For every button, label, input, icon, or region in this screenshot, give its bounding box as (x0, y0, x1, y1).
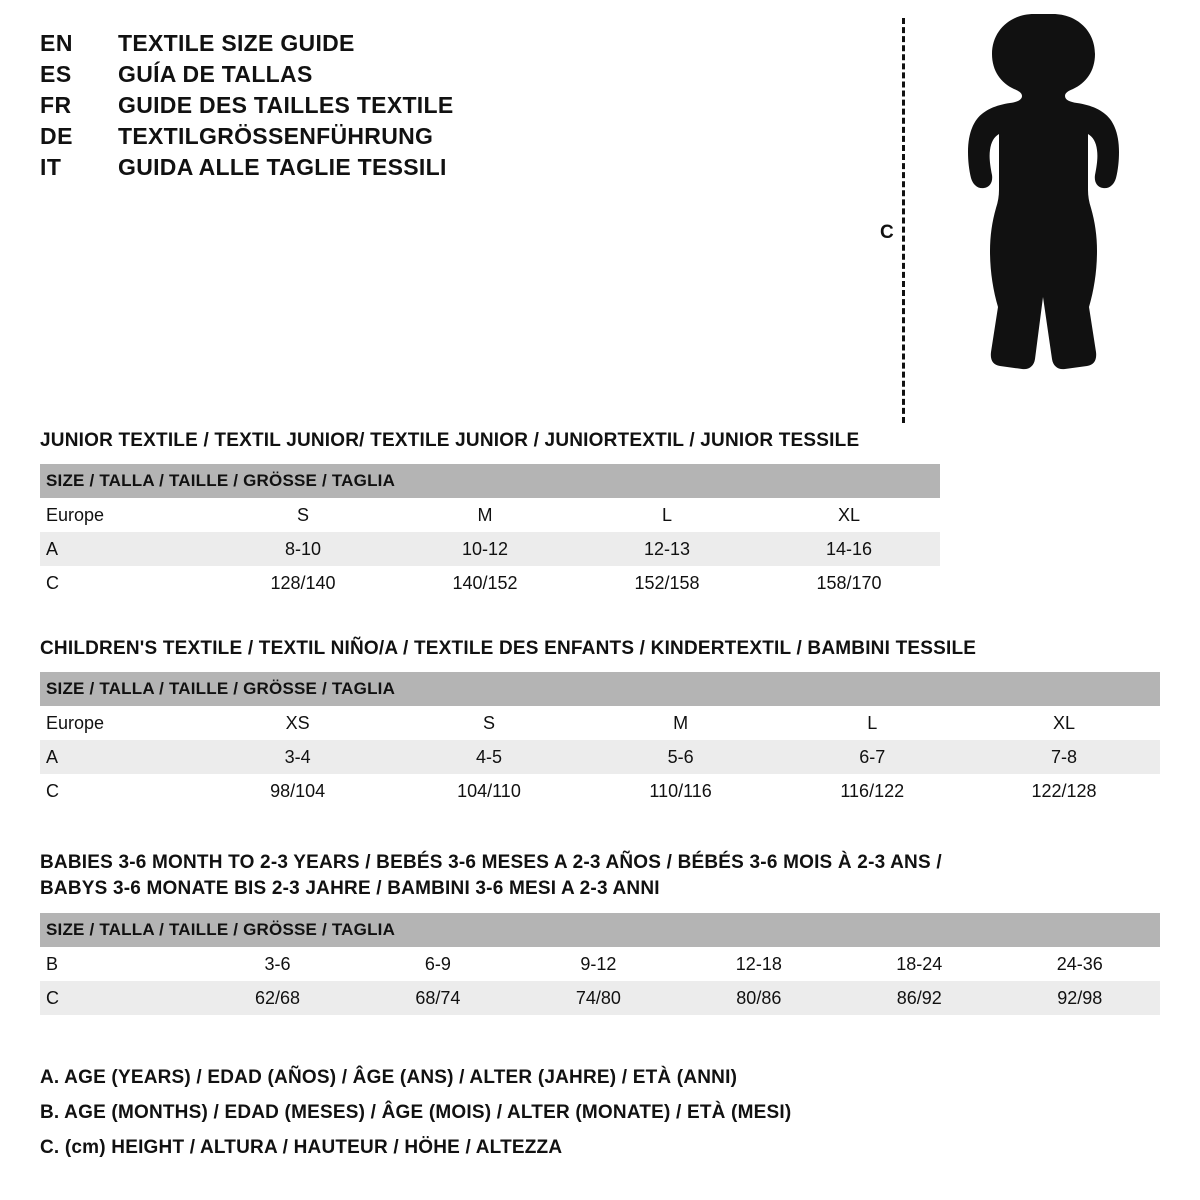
table-cell: 5-6 (585, 740, 777, 774)
section-title: BABIES 3-6 MONTH TO 2-3 YEARS / BEBÉS 3-6 MESES A 2-3 AÑOS / BÉBÉS 3-6 MOIS À 2-3 ANS / BABYS 3-6 MONATE BIS 2-3 JAHRE / BAMBINI 3-6 MESI A 2-3 ANNI (40, 852, 942, 899)
table-cell: L (776, 706, 968, 740)
language-row (40, 154, 600, 181)
table-cell: 3-4 (202, 740, 393, 774)
height-dashed-line (902, 18, 905, 423)
table-cell: 104/110 (393, 774, 585, 808)
table-cell: 98/104 (202, 774, 393, 808)
row-label: Europe (40, 706, 202, 740)
language-title: GUIDA ALLE TAGLIE TESSILI (118, 154, 447, 180)
table-cell: 3-6 (197, 947, 357, 981)
section-babies-textile (40, 850, 1160, 1015)
language-row (40, 61, 600, 88)
table-cell: 80/86 (679, 981, 839, 1015)
language-row (40, 30, 600, 57)
footnote-b: B. AGE (MONTHS) / EDAD (MESES) / ÂGE (MOIS) / ALTER (MONATE) / ETÀ (MESI) (40, 1102, 792, 1123)
table-cell: 140/152 (394, 566, 576, 600)
table-header-band (40, 464, 940, 498)
section-children-textile (40, 638, 1160, 808)
size-band-label: SIZE / TALLA / TAILLE / GRÖSSE / TAGLIA (40, 672, 1160, 706)
size-table-babies (40, 913, 1160, 1015)
language-code: ES (40, 61, 72, 87)
table-row (40, 532, 940, 566)
table-cell: XS (202, 706, 393, 740)
section-title: CHILDREN'S TEXTILE / TEXTIL NIÑO/A / TEXTILE DES ENFANTS / KINDERTEXTIL / BAMBINI TESSILE (40, 638, 977, 659)
table-row (40, 498, 940, 532)
size-band-label: SIZE / TALLA / TAILLE / GRÖSSE / TAGLIA (40, 464, 940, 498)
table-cell: 9-12 (518, 947, 678, 981)
row-label: C (40, 774, 202, 808)
table-cell: 4-5 (393, 740, 585, 774)
height-measure-label: C (880, 222, 894, 243)
table-row (40, 566, 940, 600)
table-cell: L (576, 498, 758, 532)
table-cell: M (585, 706, 777, 740)
table-row (40, 740, 1160, 774)
table-cell: 128/140 (212, 566, 394, 600)
language-code: EN (40, 30, 73, 56)
child-silhouette-icon (930, 10, 1130, 425)
row-label: B (40, 947, 197, 981)
table-cell: 18-24 (839, 947, 999, 981)
size-band-label: SIZE / TALLA / TAILLE / GRÖSSE / TAGLIA (40, 913, 1160, 947)
table-cell: XL (758, 498, 940, 532)
table-row (40, 947, 1160, 981)
row-label: C (40, 566, 212, 600)
language-title: TEXTILE SIZE GUIDE (118, 30, 355, 56)
table-cell: S (393, 706, 585, 740)
table-row (40, 981, 1160, 1015)
table-cell: 24-36 (1000, 947, 1161, 981)
language-title: GUÍA DE TALLAS (118, 61, 313, 87)
size-table-junior (40, 464, 940, 600)
row-label: Europe (40, 498, 212, 532)
table-header-band (40, 913, 1160, 947)
legend-footnotes (40, 1067, 1140, 1172)
language-title-block (40, 30, 600, 185)
row-label: C (40, 981, 197, 1015)
language-row (40, 123, 600, 150)
section-junior-textile (40, 430, 1160, 600)
table-cell: 74/80 (518, 981, 678, 1015)
row-label: A (40, 740, 202, 774)
table-cell: 152/158 (576, 566, 758, 600)
table-cell: 14-16 (758, 532, 940, 566)
table-cell: 92/98 (1000, 981, 1161, 1015)
footnote-c: C. (cm) HEIGHT / ALTURA / HAUTEUR / HÖHE / ALTEZZA (40, 1137, 563, 1158)
table-row (40, 774, 1160, 808)
language-code: DE (40, 123, 73, 149)
table-cell: 158/170 (758, 566, 940, 600)
table-cell: M (394, 498, 576, 532)
language-code: IT (40, 154, 62, 180)
table-cell: S (212, 498, 394, 532)
table-cell: 68/74 (358, 981, 518, 1015)
table-cell: 6-9 (358, 947, 518, 981)
table-cell: 110/116 (585, 774, 777, 808)
size-table-children (40, 672, 1160, 808)
table-cell: 122/128 (968, 774, 1160, 808)
row-label: A (40, 532, 212, 566)
table-row (40, 706, 1160, 740)
table-cell: XL (968, 706, 1160, 740)
table-cell: 62/68 (197, 981, 357, 1015)
language-title: TEXTILGRÖSSENFÜHRUNG (118, 123, 434, 149)
section-title: JUNIOR TEXTILE / TEXTIL JUNIOR/ TEXTILE JUNIOR / JUNIORTEXTIL / JUNIOR TESSILE (40, 430, 860, 451)
table-cell: 12-18 (679, 947, 839, 981)
table-cell: 8-10 (212, 532, 394, 566)
table-cell: 10-12 (394, 532, 576, 566)
table-cell: 6-7 (776, 740, 968, 774)
footnote-a: A. AGE (YEARS) / EDAD (AÑOS) / ÂGE (ANS) / ALTER (JAHRE) / ETÀ (ANNI) (40, 1067, 738, 1088)
table-header-band (40, 672, 1160, 706)
table-cell: 7-8 (968, 740, 1160, 774)
height-measurement-figure (880, 10, 1140, 430)
table-cell: 86/92 (839, 981, 999, 1015)
language-code: FR (40, 92, 72, 118)
language-title: GUIDE DES TAILLES TEXTILE (118, 92, 454, 118)
table-cell: 12-13 (576, 532, 758, 566)
table-cell: 116/122 (776, 774, 968, 808)
language-row (40, 92, 600, 119)
